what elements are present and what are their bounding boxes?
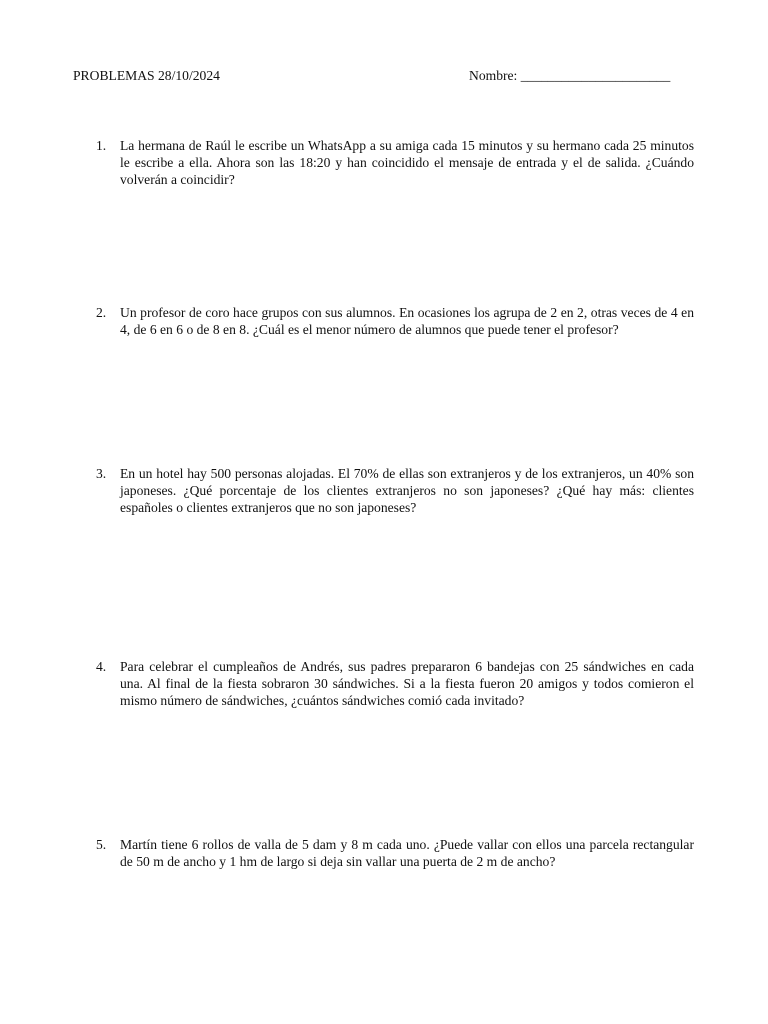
problem-number: 1. — [96, 138, 107, 153]
problem-text: En un hotel hay 500 personas alojadas. El 70% de ellas son extranjeros y de los extranjeros, un 40% son japoneses. ¿Qué porcentaje de los clientes extranjeros no son japoneses? ¿Qué hay más: clientes españoles o clientes extranjeros que no son japoneses? — [120, 466, 694, 515]
problem-item-1 — [96, 137, 694, 188]
worksheet-title: PROBLEMAS 28/10/2024 — [73, 68, 220, 83]
problem-text: Martín tiene 6 rollos de valla de 5 dam y 8 m cada uno. ¿Puede vallar con ellos una parcela rectangular de 50 m de ancho y 1 hm de largo si deja sin vallar una puerta de 2 m de ancho? — [120, 837, 694, 869]
problem-number: 3. — [96, 466, 107, 481]
problem-number: 5. — [96, 837, 107, 852]
problem-item-4 — [96, 658, 694, 709]
problem-item-5 — [96, 836, 694, 870]
problem-text: La hermana de Raúl le escribe un WhatsApp a su amiga cada 15 minutos y su hermano cada 25 minutos le escribe a ella. Ahora son las 18:20 y han coincidido el mensaje de entrada y el de salida. ¿Cuándo volverán a coincidir? — [120, 138, 694, 187]
problem-text: Para celebrar el cumpleaños de Andrés, sus padres prepararon 6 bandejas con 25 sándwiches en cada una. Al final de la fiesta sobraron 30 sándwiches. Si a la fiesta fueron 20 amigos y todos comieron el mismo número de sándwiches, ¿cuántos sándwiches comió cada invitado? — [120, 659, 694, 708]
problem-number: 2. — [96, 305, 107, 320]
student-name-field: Nombre: ______________________ — [469, 68, 671, 83]
problem-text: Un profesor de coro hace grupos con sus alumnos. En ocasiones los agrupa de 2 en 2, otras veces de 4 en 4, de 6 en 6 o de 8 en 8. ¿Cuál es el menor número de alumnos que puede tener el profesor? — [120, 305, 694, 337]
problem-item-3 — [96, 465, 694, 516]
problem-number: 4. — [96, 659, 107, 674]
problem-item-2 — [96, 304, 694, 338]
